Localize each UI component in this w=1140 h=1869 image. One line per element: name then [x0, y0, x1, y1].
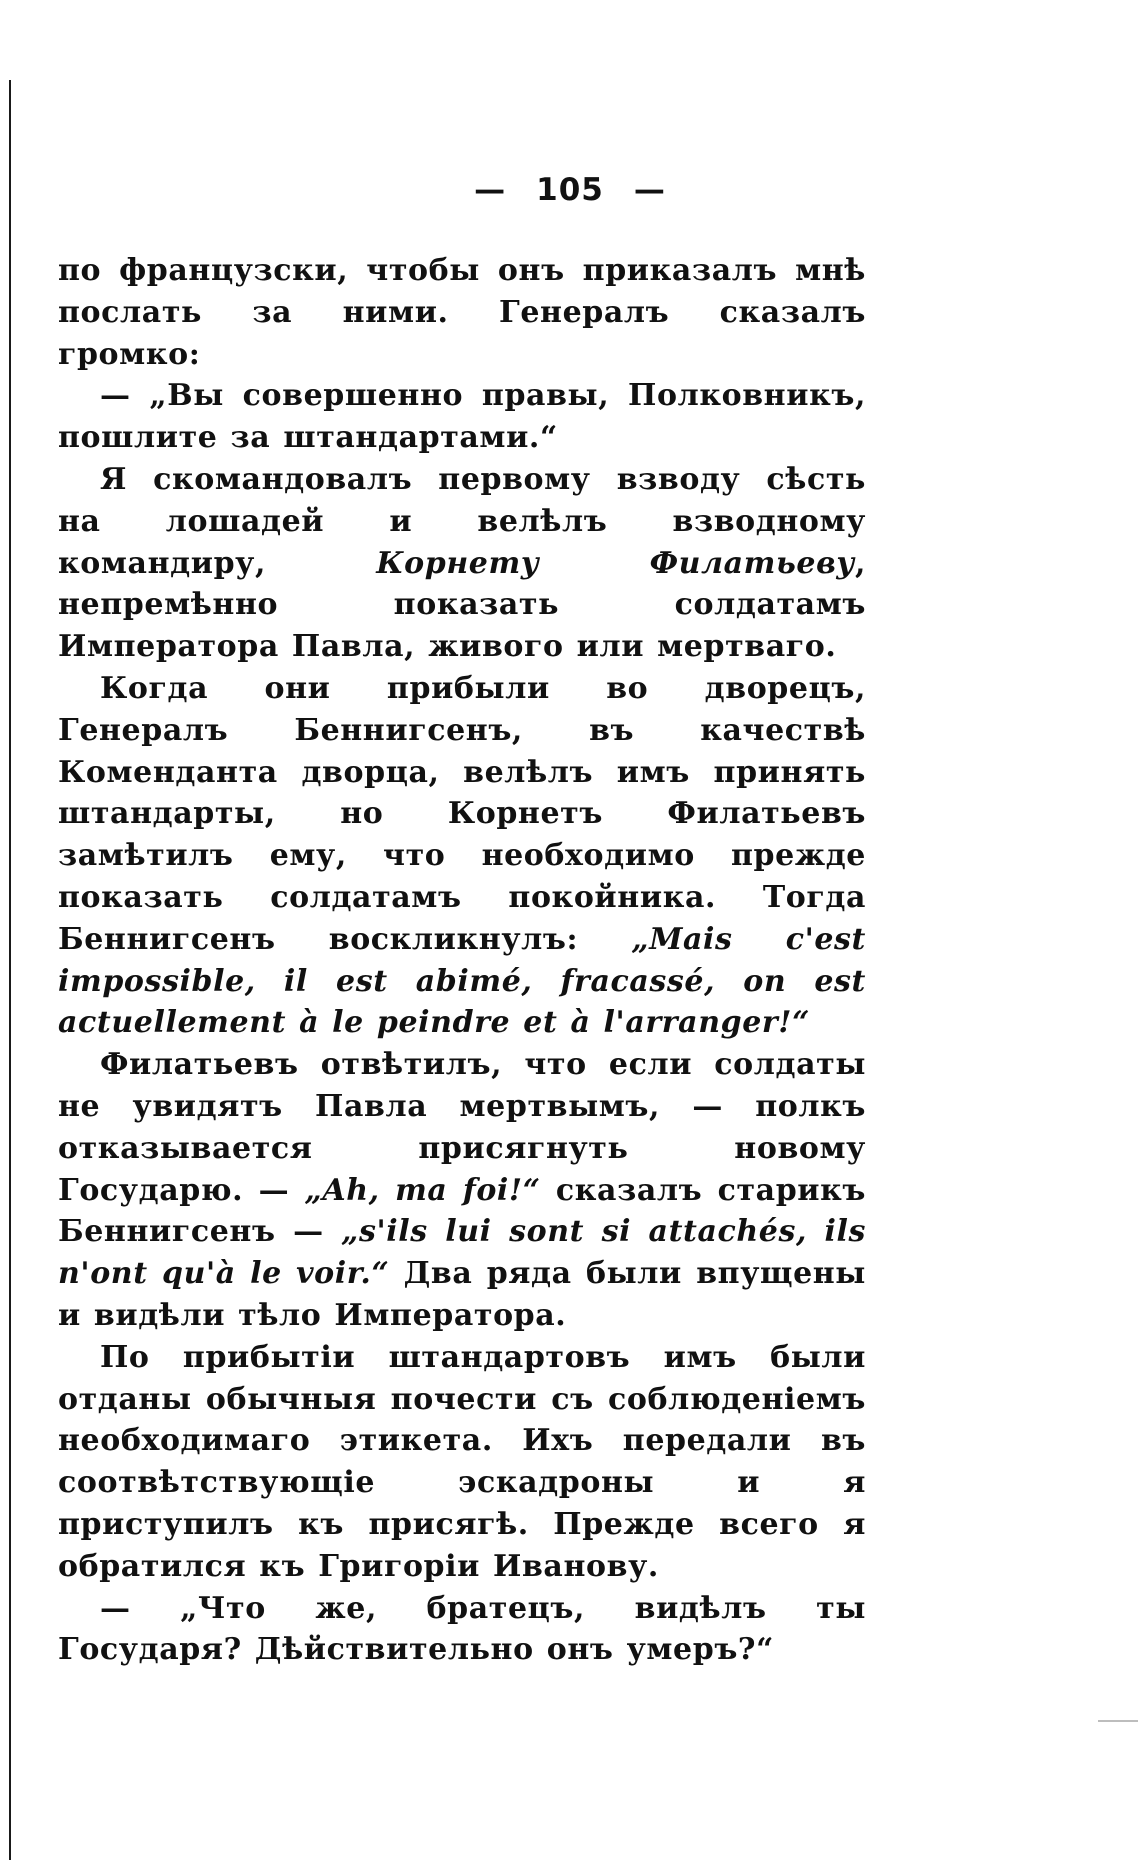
page-number: 105: [536, 172, 604, 208]
paragraph: [58, 1337, 866, 1588]
italic-text-segment: „s'ils lui sont si attachés, ils n'ont qu'à le voir.“: [58, 1214, 866, 1292]
text-segment: По прибытіи штандартовъ имъ были отданы обычныя почести съ соблюденіемъ необходимаго этикета. Ихъ передали въ соотвѣтствующіе эскадроны и я приступилъ къ присягѣ. Прежде всего я обратился къ Григоріи Иванову.: [58, 1339, 866, 1584]
body-text: [58, 250, 866, 1671]
paragraph: [58, 459, 866, 668]
text-segment: Когда они прибыли во дворецъ, Генералъ Беннигсенъ, въ качествѣ Коменданта дворца, велѣлъ имъ принять штандарты, но Корнетъ Филатьевъ замѣтилъ ему, что необходимо прежде показать солдатамъ покойника. Тогда Беннигсенъ воскликнулъ:: [58, 670, 866, 957]
paragraph: [58, 1588, 866, 1672]
italic-text-segment: „Ah, ma foi!“: [304, 1172, 541, 1208]
paragraph: [58, 668, 866, 1044]
paragraph: [58, 250, 866, 375]
page-edge-rule: [9, 80, 11, 1860]
text-segment: сказалъ старикъ Беннигсенъ —: [58, 1172, 866, 1250]
text-segment: — „Вы совершенно правы, Полковникъ, пошлите за штандартами.“: [58, 378, 866, 456]
page-number-dash-right: —: [633, 172, 666, 208]
text-segment: Филатьевъ отвѣтилъ, что если солдаты не увидятъ Павла мертвымъ, — полкъ отказывается присягнуть новому Государю. —: [58, 1047, 866, 1208]
text-segment: , непремѣнно показать солдатамъ Императора Павла, живого или мертваго.: [58, 545, 866, 665]
page-number-dash-left: —: [474, 172, 507, 208]
paragraph: [58, 1044, 866, 1337]
page-number-header: [0, 172, 1140, 208]
text-segment: по французски, чтобы онъ приказалъ мнѣ послать за ними. Генералъ сказалъ громко:: [58, 253, 866, 372]
italic-text-segment: Корнету Филатьеву: [376, 545, 855, 581]
italic-text-segment: „Mais c'est impossible, il est abimé, fracassé, on est actuellement à le peindre et à l'arranger!“: [58, 921, 866, 1041]
paragraph: [58, 375, 866, 459]
margin-mark: [1098, 1720, 1138, 1722]
text-segment: Два ряда были впущены и видѣли тѣло Императора.: [58, 1256, 866, 1333]
text-segment: Я скомандовалъ первому взводу сѣсть на лошадей и велѣлъ взводному командиру,: [58, 461, 866, 581]
text-segment: — „Что же, братецъ, видѣлъ ты Государя? Дѣйствительно онъ умеръ?“: [58, 1590, 866, 1668]
